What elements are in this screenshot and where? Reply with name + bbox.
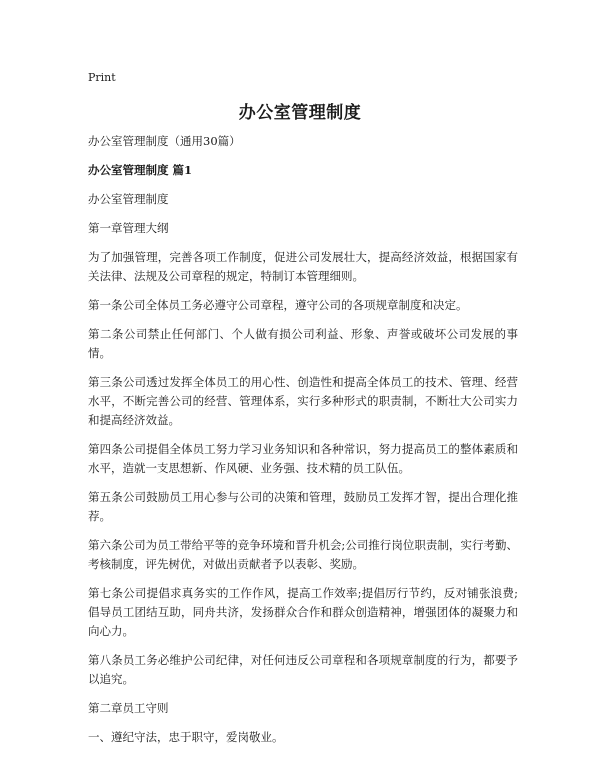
paragraph: 为了加强管理，完善各项工作制度，促进公司发展壮大，提高经济效益，根据国家有关法律、法规及公司章程的规定，特制订本管理细则。 bbox=[88, 250, 518, 283]
paragraph: 办公室管理制度 bbox=[88, 192, 169, 206]
paragraph: 第七条公司提倡求真务实的工作作风，提高工作效率;提倡厉行节约，反对铺张浪费;倡导员工团结互助，同舟共济，发扬群众合作和群众创造精神，增强团体的凝聚力和向心力。 bbox=[88, 586, 518, 638]
paragraph: 一、遵纪守法，忠于职守，爱岗敬业。 bbox=[88, 730, 284, 744]
paragraph: 第二章员工守则 bbox=[88, 701, 169, 715]
paragraph: 第一章管理大纲 bbox=[88, 221, 169, 235]
paragraph: 第五条公司鼓励员工用心参与公司的决策和管理，鼓励员工发挥才智，提出合理化推荐。 bbox=[88, 490, 518, 523]
paragraph: 第四条公司提倡全体员工努力学习业务知识和各种常识，努力提高员工的整体素质和水平，造就一支思想新、作风硬、业务强、技术精的员工队伍。 bbox=[88, 442, 518, 475]
paragraph: 第一条公司全体员工务必遵守公司章程，遵守公司的各项规章制度和决定。 bbox=[88, 298, 468, 312]
paragraph: 第二条公司禁止任何部门、个人做有损公司利益、形象、声誉或破坏公司发展的事情。 bbox=[88, 327, 518, 360]
paragraph: 第六条公司为员工带给平等的竞争环境和晋升机会;公司推行岗位职责制，实行考勤、考核制度，评先树优，对做出贡献者予以表彰、奖励。 bbox=[88, 538, 518, 571]
paragraph: 第八条员工务必维护公司纪律，对任何违反公司章程和各项规章制度的行为，都要予以追究。 bbox=[88, 653, 518, 686]
document-subtitle: 办公室管理制度（通用30篇） bbox=[88, 134, 241, 148]
paragraph: 第三条公司透过发挥全体员工的用心性、创造性和提高全体员工的技术、管理、经营水平，不断完善公司的经营、管理体系，实行多种形式的职责制，不断壮大公司实力和提高经济效益。 bbox=[88, 375, 518, 427]
document-title: 办公室管理制度 bbox=[238, 103, 362, 123]
section-heading: 办公室管理制度 篇1 bbox=[88, 163, 193, 177]
document-body bbox=[88, 132, 518, 757]
print-label: Print bbox=[88, 71, 116, 84]
